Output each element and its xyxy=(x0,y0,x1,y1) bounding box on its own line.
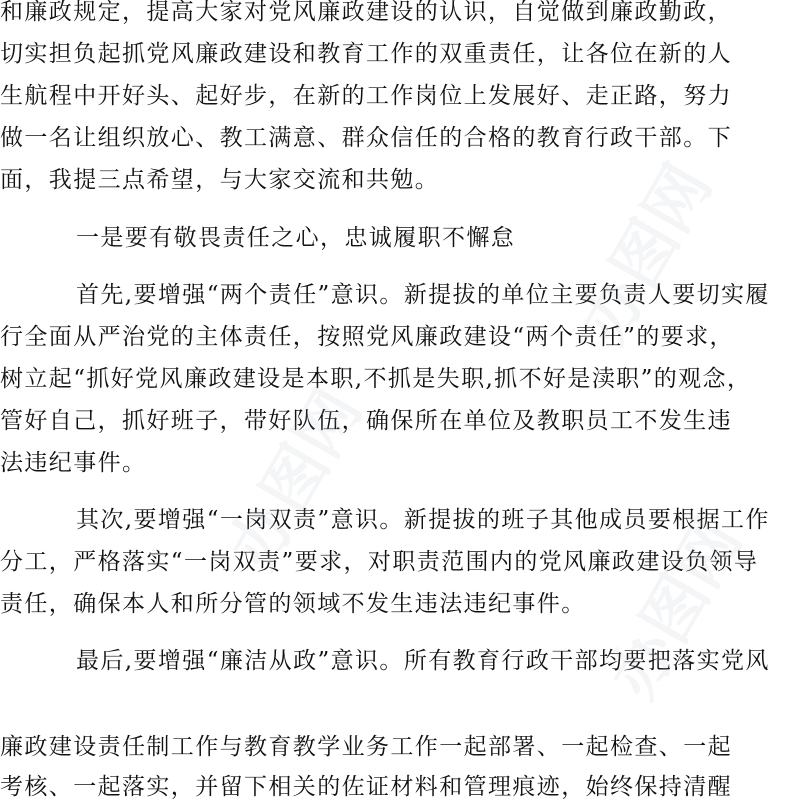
text-line: 考核、一起落实，并留下相关的佐证材料和管理痕迹，始终保持清醒 xyxy=(0,774,732,800)
text-line: 面，我提三点希望，与大家交流和共勉。 xyxy=(0,167,440,193)
paragraph-first-line: 最后,要增强“廉洁从政”意识。所有教育行政干部均要把落实党风 xyxy=(76,648,770,674)
text-line: 切实担负起抓党风廉政建设和教育工作的双重责任，让各位在新的人 xyxy=(0,41,732,67)
text-line: 做一名让组织放心、教工满意、群众信任的合格的教育行政干部。下 xyxy=(0,125,732,151)
text-line: 行全面从严治党的主体责任，按照党风廉政建设“两个责任”的要求， xyxy=(0,324,734,350)
section-heading: 一是要有敬畏责任之心，忠诚履职不懈怠 xyxy=(76,225,516,251)
text-line: 生航程中开好头、起好步，在新的工作岗位上发展好、走正路，努力 xyxy=(0,83,732,109)
text-line: 和廉政规定，提高大家对党风廉政建设的认识，自觉做到廉政勤政， xyxy=(0,0,732,25)
watermark: 办图网 xyxy=(596,507,757,711)
text-line: 责任，确保本人和所分管的领域不发生违法违纪事件。 xyxy=(0,591,586,617)
text-line: 树立起“抓好党风廉政建设是本职,不抓是失职,抓不好是渎职”的观念， xyxy=(0,366,752,392)
text-line: 法违纪事件。 xyxy=(0,450,147,476)
text-line: 管好自己，抓好班子，带好队伍，确保所在单位及教职员工不发生违 xyxy=(0,408,732,434)
text-line: 廉政建设责任制工作与教育教学业务工作一起部署、一起检查、一起 xyxy=(0,734,732,760)
paragraph-first-line: 首先,要增强“两个责任”意识。新提拔的单位主要负责人要切实履 xyxy=(76,282,770,308)
paragraph-first-line: 其次,要增强“一岗双责”意识。新提拔的班子其他成员要根据工作 xyxy=(76,507,770,533)
watermark: 办图网 xyxy=(566,152,727,356)
watermark: 办图网 xyxy=(216,377,377,581)
text-line: 分工，严格落实“一岗双责”要求，对职责范围内的党风廉政建设负领导 xyxy=(0,549,759,575)
